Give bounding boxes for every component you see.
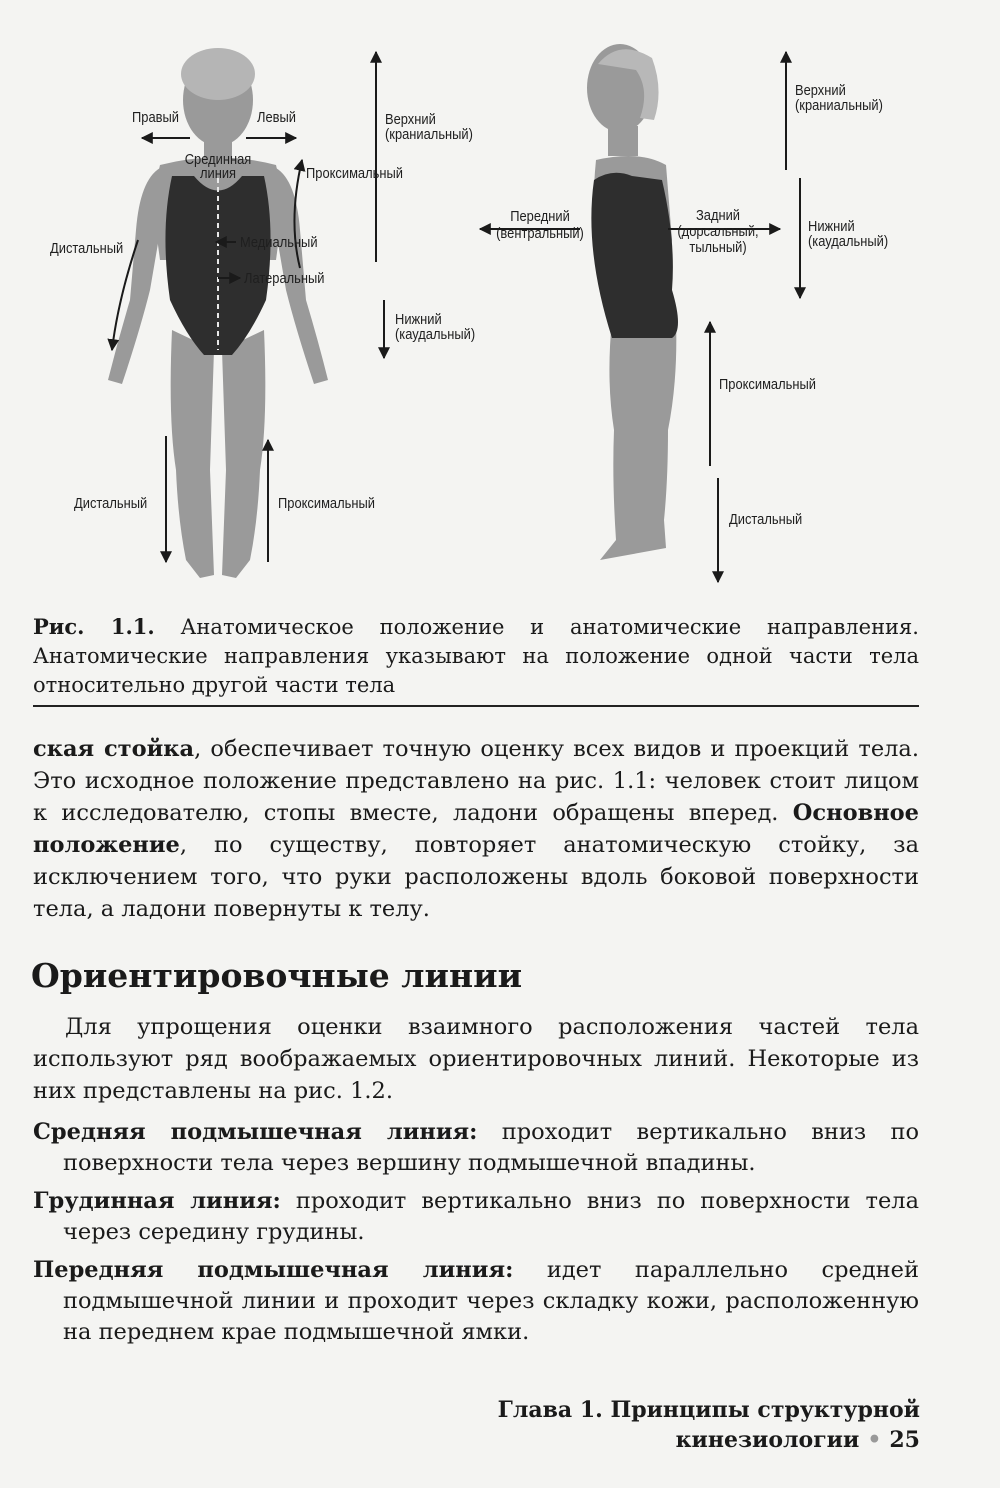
- figure-number: Рис. 1.1.: [33, 614, 155, 639]
- definition-anterior-axillary-line: [33, 1255, 919, 1348]
- label-inferior-front: Нижний (каудальный): [395, 311, 476, 343]
- caption-divider: [33, 705, 919, 707]
- figure-caption-text: Анатомическое положение и анатомические направления. Анатомические направления указывают на положение одной части тела относительно другой части тела: [33, 615, 919, 697]
- label-superior-front: Верхний (краниальный): [385, 111, 473, 143]
- label-superior-side: Верхний (краниальный): [795, 82, 883, 114]
- label-left: Левый: [257, 109, 296, 126]
- page-number: 25: [889, 1427, 920, 1453]
- definition-sternal-line: [33, 1186, 919, 1248]
- paragraph-text-b: , по существу, повторяет анатомическую стойку, за исключением того, что руки расположены вдоль боковой поверхности тела, а ладони повернуты к телу.: [33, 832, 919, 922]
- definition-text: проходит вертикально вниз по поверхности тела через середину грудины.: [63, 1188, 919, 1245]
- label-distal-arm: Дистальный: [50, 240, 124, 257]
- label-proximal-side: Проксимальный: [719, 376, 816, 393]
- label-lateral: Латеральный: [244, 270, 325, 287]
- definition-term: Средняя подмышечная линия:: [33, 1119, 478, 1145]
- section-intro: Для упрощения оценки взаимного расположения частей тела используют ряд воображаемых ориентировочных линий. Некоторые из них представлены на рис. 1.2.: [33, 1014, 919, 1104]
- label-proximal-leg: Проксимальный: [278, 495, 375, 512]
- label-right: Правый: [132, 109, 179, 126]
- section-heading: Ориентировочные линии: [31, 956, 523, 995]
- footer-chapter-title: Глава 1. Принципы структурной кинезиологии: [497, 1397, 920, 1453]
- definition-text: проходит вертикально вниз по поверхности тела через вершину подмышечной впадины.: [63, 1119, 919, 1176]
- paragraph-text-a: , обеспечивает точную оценку всех видов и проекций тела. Это исходное положение представлено на рис. 1.1: человек стоит лицом к исследователю, стопы вместе, ладони обращены вперед.: [33, 736, 919, 826]
- label-proximal-arm: Проксимальный: [306, 165, 403, 182]
- term-anatomical-stance: ская стойка: [33, 736, 195, 762]
- label-distal-side: Дистальный: [729, 511, 803, 528]
- label-distal-leg: Дистальный: [74, 495, 148, 512]
- footer-separator: •: [867, 1427, 882, 1453]
- label-medial: Медиальный: [240, 234, 318, 251]
- figure-caption: [33, 612, 919, 700]
- figure-1-1: [0, 0, 1000, 600]
- label-midline: Срединная линия: [184, 151, 252, 182]
- definition-mid-axillary-line: [33, 1117, 919, 1179]
- side-body-figure: [587, 44, 678, 560]
- label-anterior: Передний (вентральный): [496, 208, 584, 242]
- paragraph-anatomical-stance: [33, 733, 919, 925]
- definition-term: Передняя подмышечная линия:: [33, 1257, 514, 1283]
- label-posterior: Задний (дорсальный, тыльный): [677, 207, 759, 256]
- term-basic-position: Основное положение: [33, 800, 919, 858]
- definition-term: Грудинная линия:: [33, 1188, 281, 1214]
- definition-text: идет параллельно средней подмышечной линии и проходит через складку кожи, расположенную на переднем крае подмышечной ямки.: [63, 1257, 919, 1345]
- label-inferior-side: Нижний (каудальный): [808, 218, 889, 250]
- page-footer: [290, 1395, 920, 1455]
